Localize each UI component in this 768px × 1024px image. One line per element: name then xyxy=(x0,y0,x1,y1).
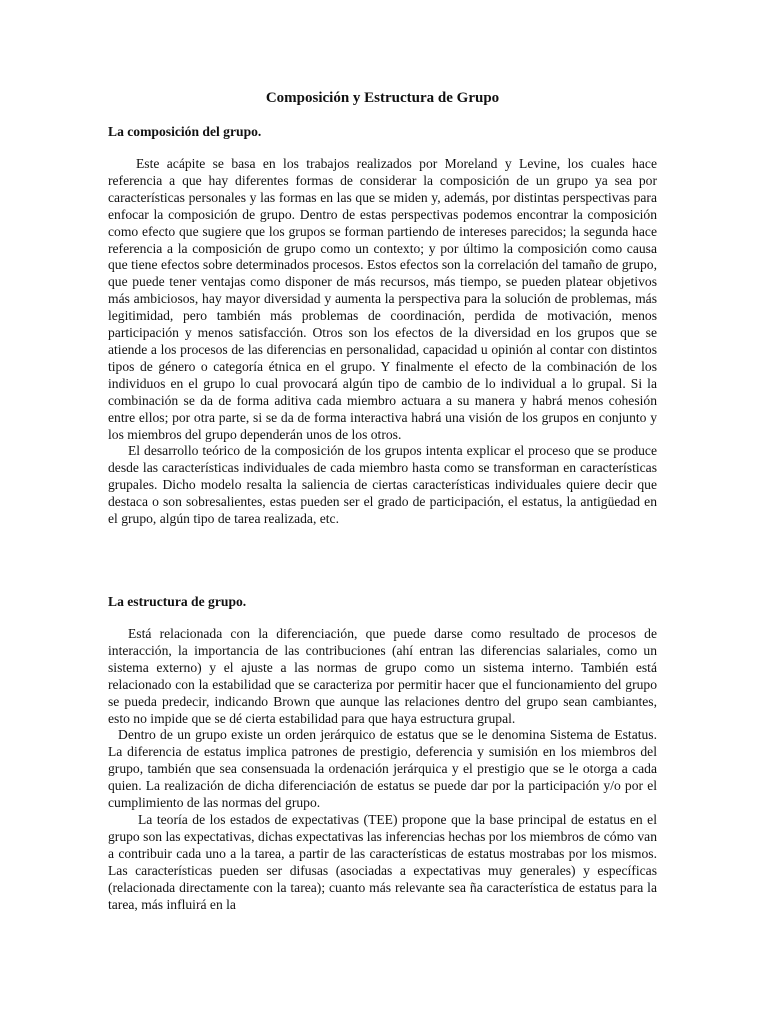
paragraph: Dentro de un grupo existe un orden jerárquico de estatus que se le denomina Sistema de Estatus. La diferencia de estatus implica patrones de prestigio, deferencia y sumisión en los miembros del grupo, también que sea consensuada la ordenación jerárquica y el prestigio que se le otorga a cada quien. La realización de dicha diferenciación de estatus se puede dar por la participación y/o por el cumplimiento de las normas del grupo. xyxy=(108,727,657,811)
document-title: Composición y Estructura de Grupo xyxy=(265,90,500,106)
paragraph: La teoría de los estados de expectativas (TEE) propone que la base principal de estatus en el grupo son las expectativas, dichas expectativas las inferencias hechas por los miembros de cómo van a contribuir cada uno a la tarea, a partir de las características de estatus mostrabas por los mismos. Las características pueden ser difusas (asociadas a expectativas muy generales) y específicas (relacionada directamente con la tarea); cuanto más relevante sea ña característica de estatus para la tarea, más influirá en la xyxy=(108,811,657,912)
section-body-estructura xyxy=(108,626,657,913)
paragraph: Está relacionada con la diferenciación, que puede darse como resultado de procesos de interacción, la importancia de las contribuciones (ahí entran las diferencias salariales, como un sistema externo) y el ajuste a las normas de grupo como un sistema interno. También está relacionado con la estabilidad que se caracteriza por permitir hacer que el funcionamiento del grupo se pueda predecir, indicando Brown que aunque las relaciones dentro del grupo sean cambiantes, esto no impide que se dé cierta estabilidad para que haya estructura grupal. xyxy=(108,626,657,726)
section-heading-composicion: La composición del grupo. xyxy=(108,124,262,139)
document-page xyxy=(108,0,657,1024)
section-body-composicion xyxy=(108,156,657,528)
paragraph: Este acápite se basa en los trabajos realizados por Moreland y Levine, los cuales hace referencia a que hay diferentes formas de considerar la composición de un grupo ya sea por características personales y las formas en las que se miden y, además, por distintas perspectivas para enfocar la composición de grupo. Dentro de estas perspectivas podemos encontrar la composición como efecto que sugiere que los grupos se forman partiendo de intereses parecidos; la segunda hace referencia a la composición de grupo como un contexto; y por último la composición como causa que tiene efectos sobre determinados procesos. Estos efectos son la correlación del tamaño de grupo, que puede tener ventajas como disponer de más recursos, más tiempo, se pueden platear objetivos más ambiciosos, hay mayor diversidad y aumenta la perspectiva para la solución de problemas, más legitimidad, pero también más problemas de coordinación, perdida de motivación, menos participación y menos satisfacción. Otros son los efectos de la diversidad en los grupos que se atiende a los procesos de las diferencias en personalidad, capacidad u opinión al contar con distintos tipos de género o categoría étnica en el grupo. Y finalmente el efecto de la combinación de los individuos en el grupo lo cual provocará algún tipo de cambio de lo individual a lo grupal. Si la combinación se da de forma aditiva cada miembro actuara a su manera y habrá menos cohesión entre ellos; por otra parte, si se da de forma interactiva habrá una visión de los grupos en conjunto y los miembros del grupo dependerán unos de los otros. xyxy=(108,156,657,442)
section-heading-estructura: La estructura de grupo. xyxy=(108,594,247,609)
paragraph: El desarrollo teórico de la composición de los grupos intenta explicar el proceso que se produce desde las características individuales de cada miembro hasta como se transforman en características grupales. Dicho modelo resalta la saliencia de ciertas características individuales quiere decir que destaca o son sobresalientes, estas pueden ser el grado de participación, el estatus, la antigüedad en el grupo, algún tipo de tarea realizada, etc. xyxy=(108,443,657,527)
